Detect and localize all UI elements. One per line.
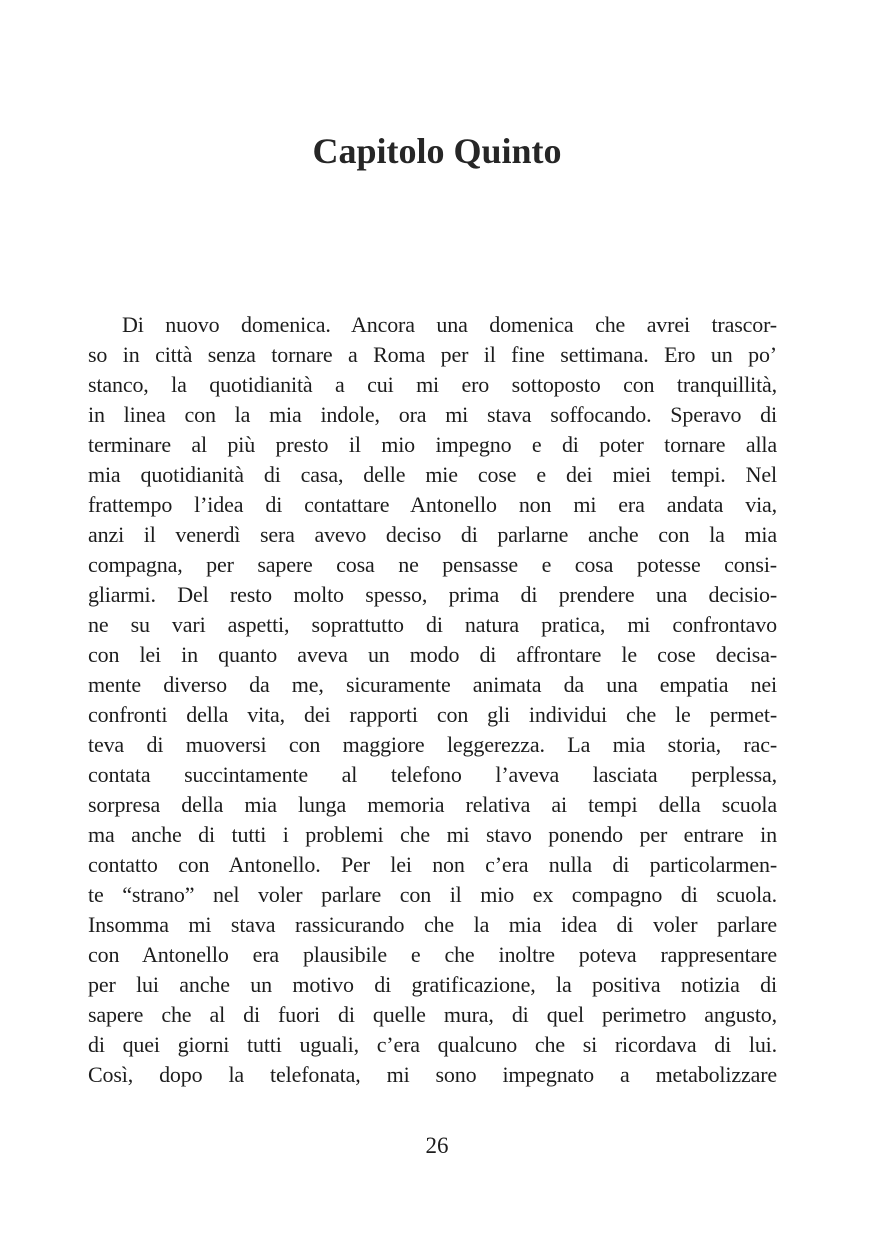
body-text-line: mia quotidianità di casa, delle mie cose e dei miei tempi. Nel bbox=[88, 462, 777, 487]
body-text-line: gliarmi. Del resto molto spesso, prima di prendere una decisio- bbox=[88, 582, 777, 607]
body-text-line: Insomma mi stava rassicurando che la mia idea di voler parlare bbox=[88, 912, 777, 937]
page-number: 26 bbox=[425, 1133, 449, 1158]
body-text-line: teva di muoversi con maggiore leggerezza. La mia storia, rac- bbox=[88, 732, 777, 757]
body-text-line: contata succintamente al telefono l’aveva lasciata perplessa, bbox=[88, 762, 777, 787]
body-text-line: Così, dopo la telefonata, mi sono impegnato a metabolizzare bbox=[88, 1062, 777, 1087]
body-text-line: sapere che al di fuori di quelle mura, di quel perimetro angusto, bbox=[88, 1002, 777, 1027]
body-text-line: contatto con Antonello. Per lei non c’era nulla di particolarmen- bbox=[88, 852, 777, 877]
body-paragraph bbox=[88, 310, 777, 1090]
body-text-line: con Antonello era plausibile e che inoltre poteva rappresentare bbox=[88, 942, 777, 967]
body-text-line: frattempo l’idea di contattare Antonello non mi era andata via, bbox=[88, 492, 777, 517]
body-text-line: sorpresa della mia lunga memoria relativa ai tempi della scuola bbox=[88, 792, 777, 817]
body-text-line: con lei in quanto aveva un modo di affrontare le cose decisa- bbox=[88, 642, 777, 667]
body-text-line: terminare al più presto il mio impegno e di poter tornare alla bbox=[88, 432, 777, 457]
chapter-title: Capitolo Quinto bbox=[312, 131, 562, 171]
body-text-line: di quei giorni tutti uguali, c’era qualcuno che si ricordava di lui. bbox=[88, 1032, 777, 1057]
body-text-line: ma anche di tutti i problemi che mi stavo ponendo per entrare in bbox=[88, 822, 777, 847]
body-text-line: stanco, la quotidianità a cui mi ero sottoposto con tranquillità, bbox=[88, 372, 777, 397]
body-text-line: te “strano” nel voler parlare con il mio ex compagno di scuola. bbox=[88, 882, 777, 907]
body-text-line: per lui anche un motivo di gratificazione, la positiva notizia di bbox=[88, 972, 777, 997]
body-text-line: Di nuovo domenica. Ancora una domenica che avrei trascor- bbox=[122, 312, 777, 337]
body-text-line: compagna, per sapere cosa ne pensasse e cosa potesse consi- bbox=[88, 552, 777, 577]
body-text-line: anzi il venerdì sera avevo deciso di parlarne anche con la mia bbox=[88, 522, 777, 547]
body-text-line: mente diverso da me, sicuramente animata da una empatia nei bbox=[88, 672, 777, 697]
body-text-line: ne su vari aspetti, soprattutto di natura pratica, mi confrontavo bbox=[88, 612, 777, 637]
body-text-line: in linea con la mia indole, ora mi stava soffocando. Speravo di bbox=[88, 402, 777, 427]
body-text-line: confronti della vita, dei rapporti con gli individui che le permet- bbox=[88, 702, 777, 727]
body-text-line: so in città senza tornare a Roma per il fine settimana. Ero un po’ bbox=[88, 342, 777, 367]
